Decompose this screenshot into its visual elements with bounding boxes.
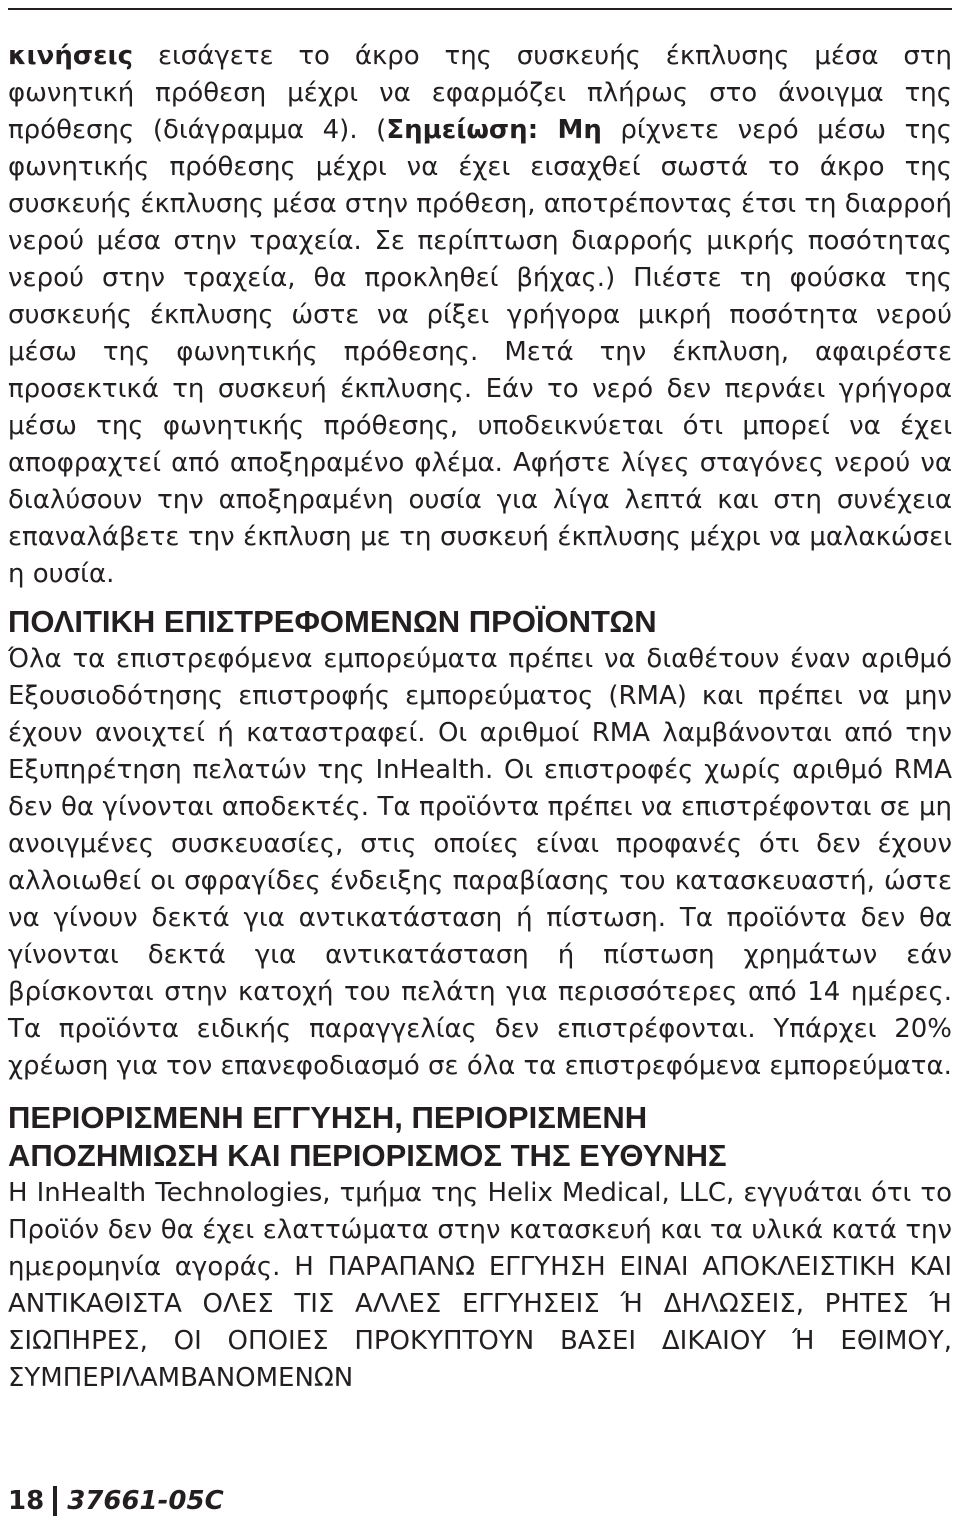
warranty-heading-line1: ΠΕΡΙΟΡΙΣΜΕΝΗ ΕΓΓΥΗΣΗ, ΠΕΡΙΟΡΙΣΜΕΝΗ	[8, 1100, 648, 1135]
page-number: 18	[8, 1486, 45, 1516]
intro-text-1: εισάγετε το άκρο της συσκευής έκπλυσης μέσα στη φωνητική πρόθεση μέχρι να εφαρμόζει πλήρως στο άνοιγμα της πρόθεσης (διάγραμμα 4). (	[8, 41, 952, 145]
page-content	[8, 38, 952, 1397]
returns-heading: ΠΟΛΙΤΙΚΗ ΕΠΙΣΤΡΕΦΟΜΕΝΩΝ ΠΡΟΪΟΝΤΩΝ	[8, 604, 657, 639]
warranty-heading-line2: ΑΠΟΖΗΜΙΩΣΗ ΚΑΙ ΠΕΡΙΟΡΙΣΜΟΣ ΤΗΣ ΕΥΘΥΝΗΣ	[8, 1138, 727, 1173]
page-footer	[8, 1484, 224, 1518]
document-code: 37661-05C	[67, 1486, 224, 1516]
warranty-paragraph: Η InHealth Technologies, τμήμα της Helix Medical, LLC, εγγυάται ότι το Προϊόν δεν θα έχει ελαττώματα στην κατασκευή και τα υλικά κατά την ημερομηνία αγοράς. Η ΠΑΡΑΠΑΝΩ ΕΓΓΥΗΣΗ ΕΙΝΑΙ ΑΠΟΚΛΕΙΣΤΙΚΗ ΚΑΙ ΑΝΤΙΚΑΘΙΣΤΑ ΟΛΕΣ ΤΙΣ ΑΛΛΕΣ ΕΓΓΥΗΣΕΙΣ Ή ΔΗΛΩΣΕΙΣ, ΡΗΤΕΣ Ή ΣΙΩΠΗΡΕΣ, ΟΙ ΟΠΟΙΕΣ ΠΡΟΚΥΠΤΟΥΝ ΒΑΣΕΙ ΔΙΚΑΙΟΥ Ή ΕΘΙΜΟΥ, ΣΥΜΠΕΡΙΛΑΜΒΑΝΟΜΕΝΩΝ	[8, 1178, 952, 1393]
intro-lead-word: κινήσεις	[8, 41, 134, 71]
intro-paragraph	[8, 38, 952, 593]
intro-text-2: ρίχνετε νερό μέσω της φωνητικής πρόθεσης μέχρι να έχει εισαχθεί σωστά το άκρο της συσκευής έκπλυσης μέσα στην πρόθεση, αποτρέποντας έτσι τη διαρροή νερού μέσα στην τραχεία. Σε περίπτωση διαρροής μικρής ποσότητας νερού στην τραχεία, θα προκληθεί βήχας.) Πιέστε τη φούσκα της συσκευής έκπλυσης ώστε να ρίξει γρήγορα μικρή ποσότητα νερού μέσω της φωνητικής πρόθεσης. Μετά την έκπλυση, αφαιρέστε προσεκτικά τη συσκευή έκπλυσης. Εάν το νερό δεν περνάει γρήγορα μέσω της φωνητικής πρόθεσης, υποδεικνύεται ότι μπορεί να έχει αποφραχτεί από αποξηραμένο φλέμα. Αφήστε λίγες σταγόνες νερού να διαλύσουν την αποξηραμένη ουσία για λίγα λεπτά και στη συνέχεια επαναλάβετε την έκπλυση με τη συσκευή έκπλυσης μέχρι να μαλακώσει η ουσία.	[8, 115, 952, 589]
warranty-heading	[8, 1099, 952, 1175]
footer-separator	[53, 1486, 57, 1516]
top-rule	[8, 8, 952, 10]
note-label: Σημείωση: Μη	[386, 115, 602, 145]
returns-paragraph: Όλα τα επιστρεφόμενα εμπορεύματα πρέπει να διαθέτουν έναν αριθμό Εξουσιοδότησης επιστροφής εμπορεύματος (RMA) και πρέπει να μην έχουν ανοιχτεί ή καταστραφεί. Οι αριθμοί RMA λαμβάνονται από την Εξυπηρέτηση πελατών της InHealth. Οι επιστροφές χωρίς αριθμό RMA δεν θα γίνονται αποδεκτές. Τα προϊόντα πρέπει να επιστρέφονται σε μη ανοιγμένες συσκευασίες, στις οποίες είναι προφανές ότι δεν έχουν αλλοιωθεί οι σφραγίδες ένδειξης παραβίασης του κατασκευαστή, ώστε να γίνουν δεκτά για αντικατάσταση ή πίστωση. Τα προϊόντα δεν θα γίνονται δεκτά για αντικατάσταση ή πίστωση χρημάτων εάν βρίσκονται στην κατοχή του πελάτη για περισσότερες από 14 ημέρες. Τα προϊόντα ειδικής παραγγελίας δεν επιστρέφονται. Υπάρχει 20% χρέωση για τον επανεφοδιασμό σε όλα τα επιστρεφόμενα εμπορεύματα.	[8, 644, 952, 1081]
